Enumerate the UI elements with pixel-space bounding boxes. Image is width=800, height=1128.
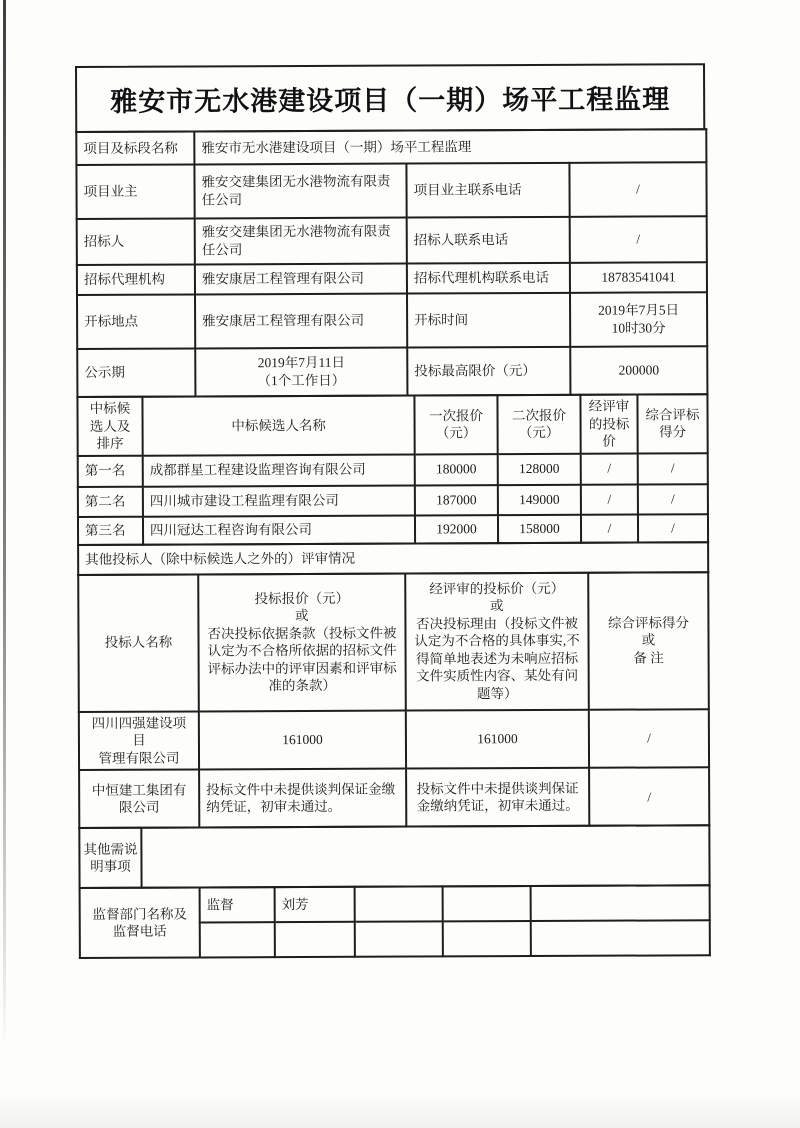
score-or-remark-header: 综合评标得分 或 备 注 <box>588 572 709 710</box>
agency-phone-value: 18783541041 <box>570 262 707 293</box>
bidder-bid: 161000 <box>199 710 406 770</box>
candidate-name: 四川冠达工程咨询有限公司 <box>143 515 415 544</box>
second-offer-header: 二次报价（元） <box>497 395 580 454</box>
tenderee-value: 雅安交建集团无水港物流有限责任公司 <box>195 218 407 265</box>
project-name-label: 项目及标段名称 <box>76 131 194 165</box>
opening-place-label: 开标地点 <box>77 294 195 349</box>
supervision-role: 监督 <box>200 887 275 922</box>
candidate-evaluated-price: / <box>581 453 638 484</box>
opening-time-label: 开标时间 <box>407 293 570 348</box>
publicity-period-label: 公示期 <box>77 348 195 397</box>
empty-cell <box>275 922 355 957</box>
bidder-evaluated: 投标文件中未提供谈判保证金缴纳凭证，初审未通过。 <box>406 768 589 827</box>
bidder-score: / <box>589 768 709 827</box>
other-bidders-banner: 其他投标人（除中标候选人之外的）评审情况 <box>78 542 708 575</box>
notes-table <box>78 825 710 890</box>
candidate-rank: 第二名 <box>78 486 143 516</box>
owner-phone-label: 项目业主联系电话 <box>406 163 569 218</box>
candidate-first-offer: 187000 <box>415 485 498 515</box>
max-price-label: 投标最高限价（元） <box>407 347 570 396</box>
owner-label: 项目业主 <box>76 164 194 219</box>
opening-time-value: 2019年7月5日 10时30分 <box>570 292 707 347</box>
candidate-score: / <box>638 484 708 514</box>
agency-phone-label: 招标代理机构联系电话 <box>407 263 570 294</box>
scan-shadow <box>0 1092 800 1128</box>
publicity-period-value: 2019年7月11日 （1个工作日） <box>195 348 407 397</box>
tenderee-phone-label: 招标人联系电话 <box>407 217 570 264</box>
bidder-evaluated: 161000 <box>406 709 589 768</box>
supervision-table <box>79 885 711 960</box>
candidate-name: 四川城市建设工程监理有限公司 <box>143 485 415 516</box>
candidates-name-header: 中标候选人名称 <box>142 396 414 456</box>
candidate-rank: 第一名 <box>78 455 143 486</box>
empty-cell <box>443 886 531 921</box>
candidate-second-offer: 128000 <box>498 453 581 484</box>
supervision-label: 监督部门名称及监督电话 <box>80 888 200 959</box>
bid-price-header: 投标报价（元） 或 否决投标依据条款（投标文件被认定为不合格所依据的招标文件评标办法中的评审因素和评审标准的条款） <box>198 573 406 711</box>
bidder-bid: 投标文件中未提供谈判保证金缴纳凭证，初审未通过。 <box>199 769 406 828</box>
notes-value <box>141 826 709 888</box>
empty-cell <box>355 887 443 922</box>
empty-cell <box>200 922 275 957</box>
candidate-first-offer: 192000 <box>415 515 498 543</box>
notes-label: 其他需说明事项 <box>79 828 141 888</box>
scan-edge-artifact <box>3 0 6 1048</box>
candidates-table <box>76 393 709 545</box>
document-sheet <box>75 63 709 959</box>
bidder-name-header: 投标人名称 <box>78 574 199 712</box>
empty-cell <box>443 921 531 956</box>
candidate-score: / <box>638 453 708 484</box>
other-bidders-table <box>77 571 710 829</box>
empty-cell <box>531 921 710 957</box>
evaluated-price-header: 经评审的投标价 <box>580 395 637 454</box>
candidate-rank: 第三名 <box>78 516 143 544</box>
candidate-name: 成都群星工程建设监理咨询有限公司 <box>143 454 415 486</box>
project-info-table <box>75 128 708 398</box>
opening-place-value: 雅安康居工程管理有限公司 <box>195 294 407 349</box>
candidate-evaluated-price: / <box>581 514 638 542</box>
tenderee-label: 招标人 <box>77 218 195 265</box>
tenderee-phone-value: / <box>570 216 707 263</box>
project-name-value: 雅安市无水港建设项目（一期）场平工程监理 <box>194 129 706 164</box>
bidder-name: 四川四强建设项目 管理有限公司 <box>79 711 199 770</box>
supervisor-name: 刘芳 <box>275 887 355 922</box>
document-title: 雅安市无水港建设项目（一期）场平工程监理 <box>75 63 705 133</box>
candidate-evaluated-price: / <box>581 484 638 514</box>
max-price-value: 200000 <box>570 346 707 395</box>
agency-value: 雅安康居工程管理有限公司 <box>195 264 407 295</box>
candidate-second-offer: 158000 <box>498 514 581 542</box>
first-offer-header: 一次报价（元） <box>414 395 497 454</box>
candidate-second-offer: 149000 <box>498 484 581 514</box>
owner-phone-value: / <box>569 162 706 217</box>
empty-cell <box>355 922 443 957</box>
evaluated-or-reason-header: 经评审的投标价（元） 或 否决投标理由（投标文件被认定为不合格的具体事实,不得简单地表述为未响应招标文件实质性内容、某处有问题等） <box>405 572 589 710</box>
bidder-score: / <box>589 709 709 768</box>
score-header: 综合评标得分 <box>637 394 707 453</box>
candidates-rank-header: 中标候选人及排序 <box>77 397 142 456</box>
owner-value: 雅安交建集团无水港物流有限责任公司 <box>194 164 406 219</box>
bidder-name: 中恒建工集团有限公司 <box>79 770 199 829</box>
agency-label: 招标代理机构 <box>77 264 195 295</box>
candidate-first-offer: 180000 <box>415 454 498 485</box>
candidate-score: / <box>638 514 708 542</box>
empty-cell <box>531 886 710 922</box>
